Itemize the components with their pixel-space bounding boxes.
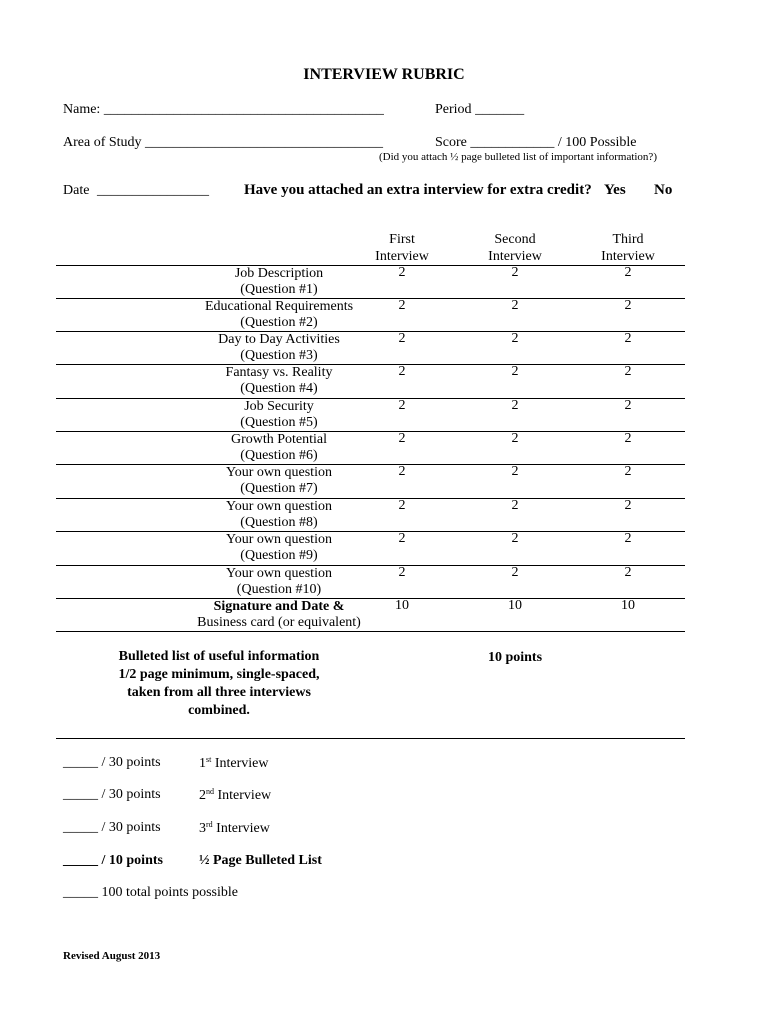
column-header-third (573, 231, 683, 265)
column-header-line1: First (389, 232, 415, 247)
score-second: 2 (511, 398, 519, 413)
score-third: 2 (624, 364, 632, 379)
table-row (56, 431, 685, 464)
name-label: Name: (63, 102, 101, 117)
extra-credit-question: Have you attached an extra interview for extra credit? (244, 182, 592, 198)
score-first: 2 (398, 265, 406, 280)
score-first: 2 (398, 364, 406, 379)
period-blank: _______ (475, 102, 525, 117)
table-row (56, 265, 685, 298)
area-blank: __________________________________ (145, 135, 384, 150)
row-label: Educational Requirements (Question #2) (204, 299, 354, 330)
row-label: Signature and Date & Business card (or equivalent) (197, 599, 361, 630)
score-second: 2 (511, 565, 519, 580)
score-suffix: / 100 Possible (557, 135, 637, 150)
score-line (435, 135, 636, 151)
area-label: Area of Study (63, 135, 142, 150)
bulleted-list-label: ½ Page Bulleted List (199, 853, 322, 868)
period-line (435, 102, 524, 118)
score-first: 2 (398, 498, 406, 513)
score-second: 2 (511, 464, 519, 479)
score-second: 2 (511, 331, 519, 346)
table-row (56, 531, 685, 564)
interview-label: 3rd Interview (199, 820, 270, 836)
score-third: 2 (624, 498, 632, 513)
column-header-first (347, 231, 457, 265)
column-header-line2: Interview (488, 249, 542, 264)
bulleted-list-points: 10 points (487, 650, 543, 665)
page-title: INTERVIEW RUBRIC (303, 66, 465, 83)
table-row (56, 364, 685, 397)
score-third: 2 (624, 265, 632, 280)
total-points: _____ 100 total points possible (63, 885, 238, 900)
score-third: 2 (624, 331, 632, 346)
score-first: 10 (395, 598, 409, 613)
points-blank: _____ / 30 points (63, 755, 161, 770)
table-row (56, 398, 685, 431)
score-second: 2 (511, 531, 519, 546)
points-blank: _____ / 30 points (63, 787, 161, 802)
date-blank: ________________ (96, 183, 209, 198)
score-third: 10 (621, 598, 635, 613)
table-row (56, 498, 685, 531)
period-label: Period (435, 102, 472, 117)
table-row (56, 565, 685, 598)
score-first: 2 (398, 331, 406, 346)
date-line (63, 183, 209, 199)
table-row (56, 464, 685, 497)
date-label: Date (63, 183, 90, 198)
column-header-line2: Interview (601, 249, 655, 264)
row-label: Growth Potential (Question #6) (230, 432, 328, 463)
column-header-second (460, 231, 570, 265)
score-second: 2 (511, 498, 519, 513)
score-first: 2 (398, 298, 406, 313)
table-row (56, 331, 685, 364)
score-third: 2 (624, 565, 632, 580)
score-first: 2 (398, 431, 406, 446)
score-third: 2 (624, 464, 632, 479)
table-row-signature (56, 598, 685, 631)
extra-credit-no: No (654, 182, 673, 198)
score-second: 2 (511, 431, 519, 446)
points-blank: _____ / 10 points (63, 853, 163, 868)
name-line (63, 102, 384, 118)
score-second: 2 (511, 364, 519, 379)
score-second: 10 (508, 598, 522, 613)
extra-credit-yes: Yes (604, 182, 626, 198)
table-divider (56, 631, 685, 632)
score-blank: ____________ (470, 135, 555, 150)
column-header-line1: Second (494, 232, 536, 247)
column-header-line2: Interview (375, 249, 429, 264)
row-label: Your own question (Question #7) (226, 465, 332, 496)
bulleted-list-requirement: Bulleted list of useful information 1/2 page minimum, single-spaced, taken from all three interviews combined. (118, 649, 320, 718)
row-label: Your own question (Question #10) (226, 566, 332, 597)
row-label: Job Description (Question #1) (234, 266, 324, 297)
score-first: 2 (398, 531, 406, 546)
table-divider (56, 738, 685, 739)
row-label: Your own question (Question #9) (226, 532, 332, 563)
name-blank: ________________________________________ (103, 102, 384, 117)
score-second: 2 (511, 298, 519, 313)
points-blank: _____ / 30 points (63, 820, 161, 835)
score-first: 2 (398, 565, 406, 580)
score-third: 2 (624, 298, 632, 313)
row-label: Your own question (Question #8) (226, 499, 332, 530)
row-label: Fantasy vs. Reality (Question #4) (225, 365, 333, 396)
row-label: Job Security (Question #5) (240, 399, 318, 430)
score-third: 2 (624, 398, 632, 413)
table-row (56, 298, 685, 331)
column-header-line1: Third (612, 232, 644, 247)
score-label: Score (435, 135, 467, 150)
score-second: 2 (511, 265, 519, 280)
revision-date: Revised August 2013 (63, 950, 161, 962)
score-third: 2 (624, 431, 632, 446)
interview-label: 1st Interview (199, 755, 269, 771)
score-note: (Did you attach ½ page bulleted list of important information?) (379, 151, 657, 163)
score-first: 2 (398, 464, 406, 479)
row-label: Day to Day Activities (Question #3) (218, 332, 340, 363)
score-first: 2 (398, 398, 406, 413)
area-of-study-line (63, 135, 383, 151)
score-third: 2 (624, 531, 632, 546)
interview-label: 2nd Interview (199, 787, 272, 803)
